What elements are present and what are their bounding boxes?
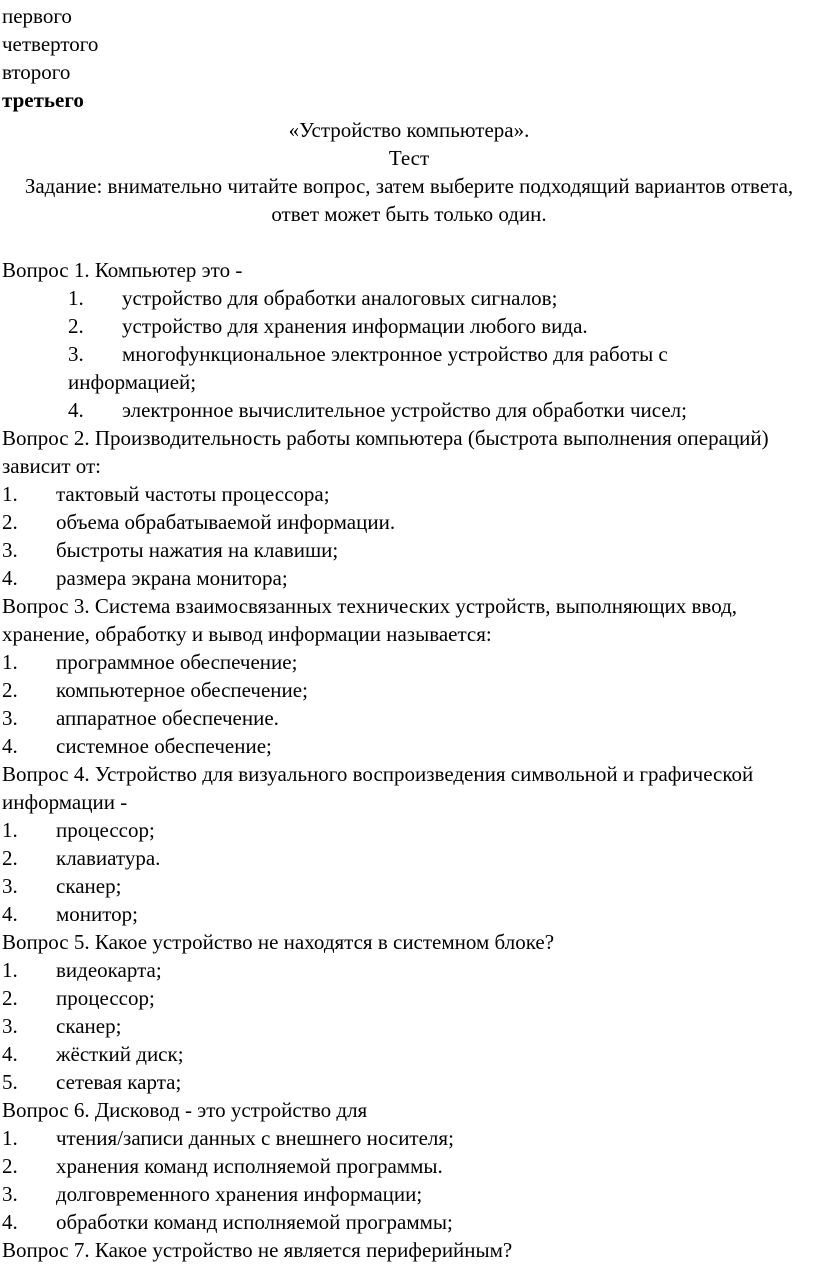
answer-number: 4. (2, 566, 18, 590)
answer-number: 4. (68, 398, 84, 422)
answer-text: долговременного хранения информации; (56, 1182, 423, 1206)
answer-text: устройство для обработки аналоговых сигналов; (122, 286, 558, 310)
answer-list-1 (2, 284, 816, 424)
answer-option (2, 676, 816, 704)
answer-text: видеокарта; (56, 958, 162, 982)
answer-text: аппаратное обеспечение. (56, 706, 279, 730)
answer-text: клавиатура. (56, 846, 161, 870)
answer-option (2, 648, 816, 676)
answer-option (2, 1012, 816, 1040)
answer-option (2, 1208, 816, 1236)
answer-list-5 (2, 956, 816, 1096)
answer-text: обработки команд исполняемой программы; (56, 1210, 453, 1234)
answer-number: 4. (2, 734, 18, 758)
question-7: Вопрос 7. Какое устройство не является периферийным? (2, 1238, 513, 1262)
answer-text-continued: информацией; (68, 370, 197, 394)
answer-text: размера экрана монитора; (56, 566, 288, 590)
answer-option (2, 1152, 816, 1180)
question-4: Вопрос 4. Устройство для визуального воспроизведения символьной и графической информации - (2, 762, 754, 814)
answer-key-line: первого (2, 4, 72, 28)
answer-option (2, 704, 816, 732)
answer-text: электронное вычислительное устройство для обработки чисел; (122, 398, 687, 422)
answer-text: быстроты нажатия на клавиши; (56, 538, 339, 562)
answer-option (2, 1040, 816, 1068)
answer-list-6 (2, 1124, 816, 1236)
answer-text: системное обеспечение; (56, 734, 272, 758)
answer-number: 3. (2, 538, 18, 562)
answer-number: 2. (2, 1154, 18, 1178)
answer-number: 2. (2, 678, 18, 702)
answer-option (2, 956, 816, 984)
answer-key-lines (2, 2, 816, 114)
question-6: Вопрос 6. Дисковод - это устройство для (2, 1098, 368, 1122)
question-1: Вопрос 1. Компьютер это - (2, 258, 243, 282)
answer-text: компьютерное обеспечение; (56, 678, 308, 702)
answer-text: монитор; (56, 902, 139, 926)
answer-number: 1. (68, 286, 84, 310)
answer-number: 2. (68, 314, 84, 338)
answer-text: чтения/записи данных с внешнего носителя; (56, 1126, 454, 1150)
answer-option (2, 900, 816, 928)
question-3: Вопрос 3. Система взаимосвязанных технических устройств, выполняющих ввод, хранение, обработку и вывод информации называется: (2, 594, 738, 646)
answer-text: хранения команд исполняемой программы. (56, 1154, 443, 1178)
answer-option (2, 396, 816, 424)
answer-option (2, 564, 816, 592)
answer-text: сетевая карта; (56, 1070, 182, 1094)
answer-key-line: четвертого (2, 32, 99, 56)
answer-number: 1. (2, 482, 18, 506)
spacer (2, 228, 816, 256)
answer-number: 3. (2, 706, 18, 730)
answer-option (2, 340, 816, 396)
answer-text: процессор; (56, 986, 155, 1010)
question-5: Вопрос 5. Какое устройство не находятся в системном блоке? (2, 930, 555, 954)
answer-number: 2. (2, 986, 18, 1010)
answer-option (2, 732, 816, 760)
answer-number: 1. (2, 1126, 18, 1150)
answer-number: 1. (2, 650, 18, 674)
answer-option (2, 1068, 816, 1096)
answer-option (2, 536, 816, 564)
answer-option (2, 844, 816, 872)
answer-text: процессор; (56, 818, 155, 842)
answer-option (2, 984, 816, 1012)
answer-key-line: второго (2, 60, 71, 84)
answer-option (2, 1124, 816, 1152)
answer-number: 3. (2, 1014, 18, 1038)
answer-text: программное обеспечение; (56, 650, 298, 674)
answer-option (2, 872, 816, 900)
answer-number: 1. (2, 958, 18, 982)
answer-key-line-bold: третьего (2, 88, 84, 112)
answer-text: тактовый частоты процессора; (56, 482, 330, 506)
document-page (0, 2, 816, 1268)
answer-number: 4. (2, 1042, 18, 1066)
answer-number: 2. (2, 510, 18, 534)
answer-list-4 (2, 816, 816, 928)
answer-number: 2. (2, 846, 18, 870)
answer-text: сканер; (56, 1014, 122, 1038)
answer-option (2, 284, 816, 312)
answer-option (2, 816, 816, 844)
answer-text: многофункциональное электронное устройство для работы с (122, 342, 668, 366)
answer-option (2, 312, 816, 340)
answer-text: устройство для хранения информации любого вида. (122, 314, 588, 338)
answer-list-2 (2, 480, 816, 592)
document-title: «Устройство компьютера». (288, 118, 530, 142)
answer-text: объема обрабатываемой информации. (56, 510, 396, 534)
document-subtitle: Тест (388, 146, 430, 170)
answer-number: 3. (2, 874, 18, 898)
task-instructions: Задание: внимательно читайте вопрос, затем выберите подходящий вариантов ответа, ответ может быть только один. (24, 174, 794, 226)
answer-number: 3. (2, 1182, 18, 1206)
answer-text: сканер; (56, 874, 122, 898)
question-2: Вопрос 2. Производительность работы компьютера (быстрота выполнения операций) зависит от: (2, 426, 769, 478)
answer-number: 4. (2, 1210, 18, 1234)
answer-number: 5. (2, 1070, 18, 1094)
answer-option (2, 508, 816, 536)
answer-option (2, 1180, 816, 1208)
answer-number: 1. (2, 818, 18, 842)
answer-option (2, 480, 816, 508)
answer-number: 3. (68, 342, 84, 366)
answer-list-3 (2, 648, 816, 760)
answer-text: жёсткий диск; (56, 1042, 184, 1066)
answer-number: 4. (2, 902, 18, 926)
